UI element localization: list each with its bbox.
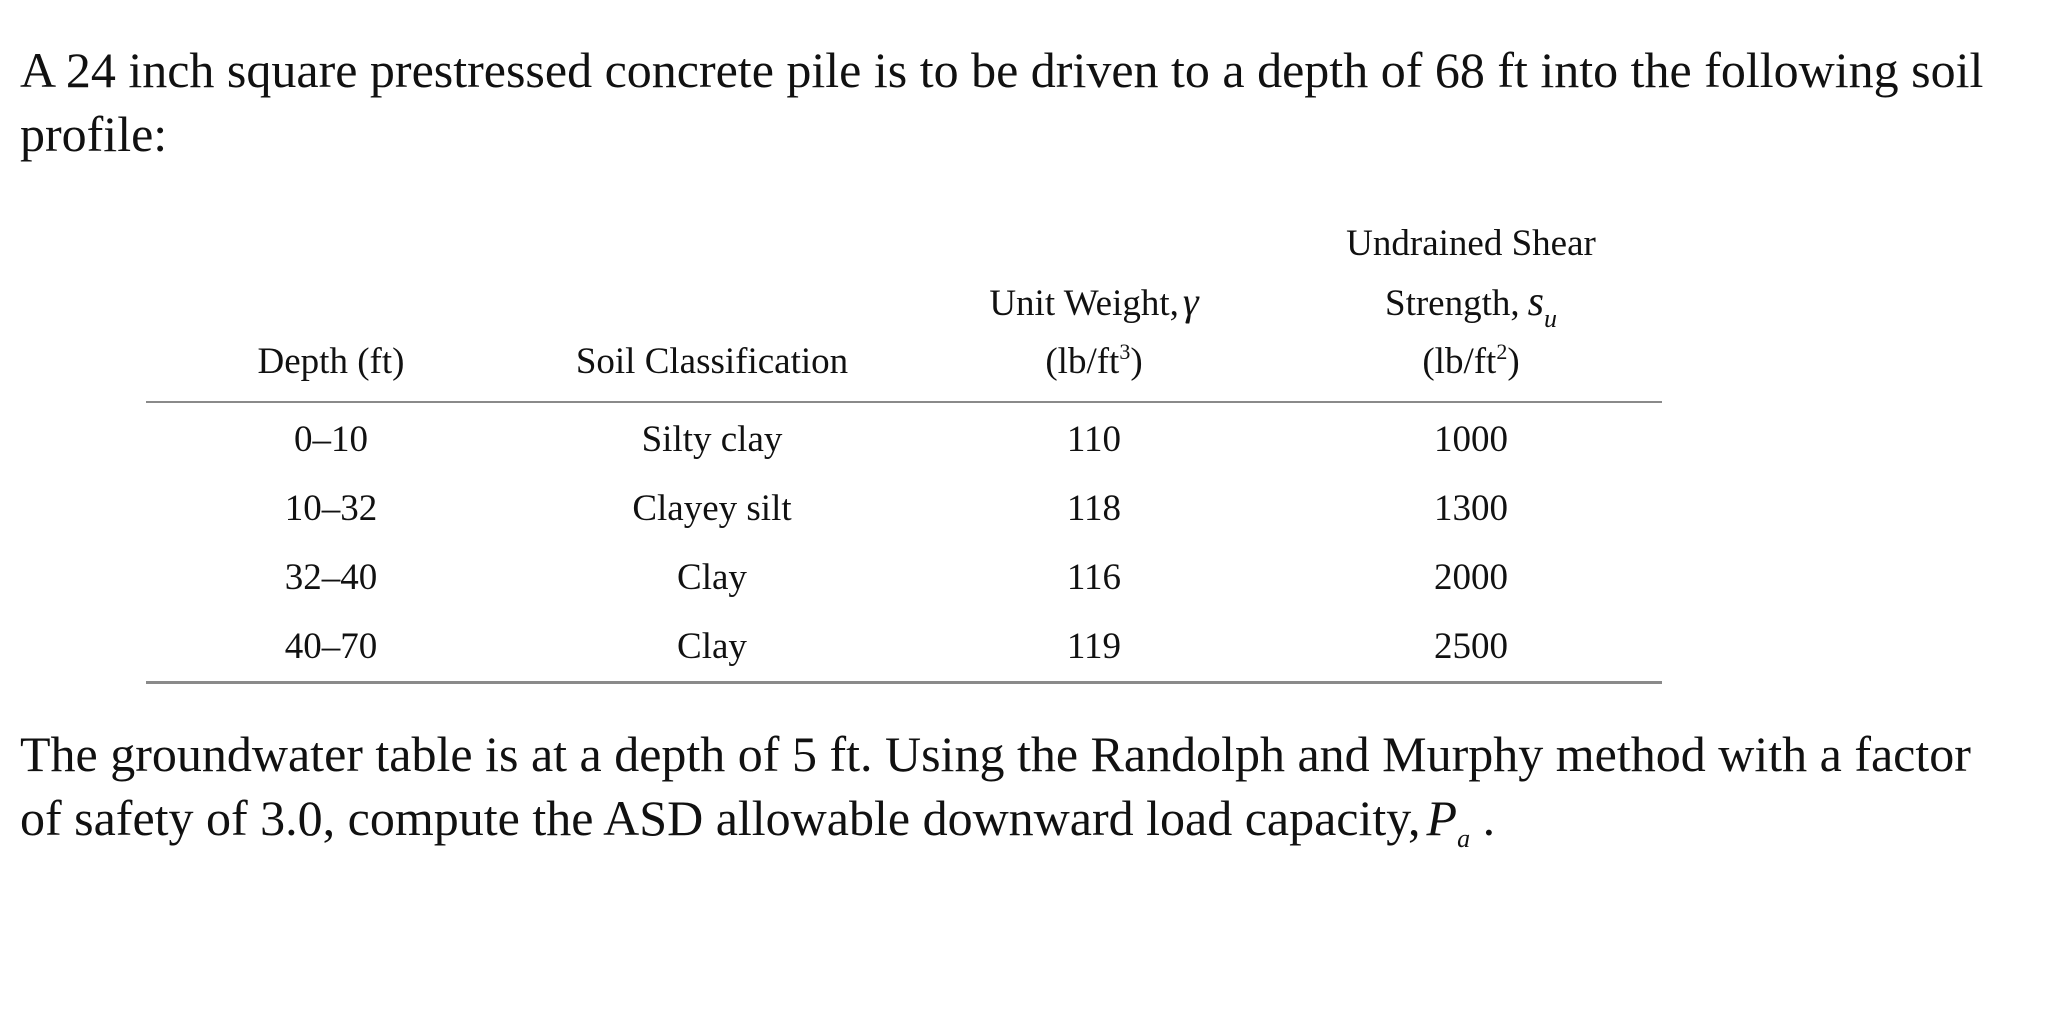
table-row bbox=[146, 474, 1662, 543]
unit-weight-units: $(lb/ft^3)$ bbox=[1045, 339, 1143, 382]
cell-soil: Silty clay bbox=[641, 419, 783, 460]
cell-depth: 0–10 bbox=[294, 419, 368, 460]
cell-soil: Clayey silt bbox=[632, 488, 792, 529]
header-depth: Depth (ft) bbox=[146, 215, 516, 402]
cell-depth: 32–40 bbox=[284, 557, 378, 598]
cell-unit-weight: 119 bbox=[908, 612, 1280, 683]
soil-profile-table bbox=[146, 215, 1662, 684]
table-header-row bbox=[146, 215, 1662, 402]
cell-depth: 10–32 bbox=[284, 488, 378, 529]
gamma-symbol: γ bbox=[1182, 279, 1199, 324]
header-unit-weight: Unit Weight, γ $(lb/ft^3)$ bbox=[908, 215, 1280, 402]
cell-depth: 40–70 bbox=[146, 612, 516, 683]
cell-unit-weight: 118 bbox=[1066, 488, 1122, 529]
cell-shear-strength: 2500 bbox=[1280, 612, 1662, 683]
cell-shear-strength: 1300 bbox=[1434, 488, 1508, 529]
cell-unit-weight: 110 bbox=[1066, 419, 1122, 460]
shear-strength-units: $(lb/ft^2)$ bbox=[1422, 339, 1520, 382]
cell-unit-weight: 116 bbox=[1066, 557, 1122, 598]
table-row bbox=[146, 612, 1662, 683]
pa-symbol: $P_a$ bbox=[1426, 790, 1471, 853]
header-soil-classification: Soil Classification bbox=[516, 215, 908, 402]
cell-soil: Clay bbox=[516, 612, 908, 683]
table-row bbox=[146, 402, 1662, 474]
cell-soil: Clay bbox=[677, 557, 747, 598]
table-row bbox=[146, 543, 1662, 612]
problem-intro: A 24 inch square prestressed concrete pile is to be driven to a depth of 68 ft into the following soil profile: bbox=[20, 42, 1984, 162]
cell-shear-strength: 2000 bbox=[1434, 557, 1508, 598]
su-symbol: $s_u$ bbox=[1527, 279, 1557, 333]
header-undrained-shear-strength: Undrained Shear Strength, $s_u$ $(lb/ft^2)$ bbox=[1280, 215, 1662, 402]
problem-question: The groundwater table is at a depth of 5 ft. Using the Randolph and Murphy method with a factor of safety of 3.0, compute the ASD allowable downward load capacity, $P_a$ . bbox=[20, 726, 1971, 853]
cell-shear-strength: 1000 bbox=[1434, 419, 1508, 460]
